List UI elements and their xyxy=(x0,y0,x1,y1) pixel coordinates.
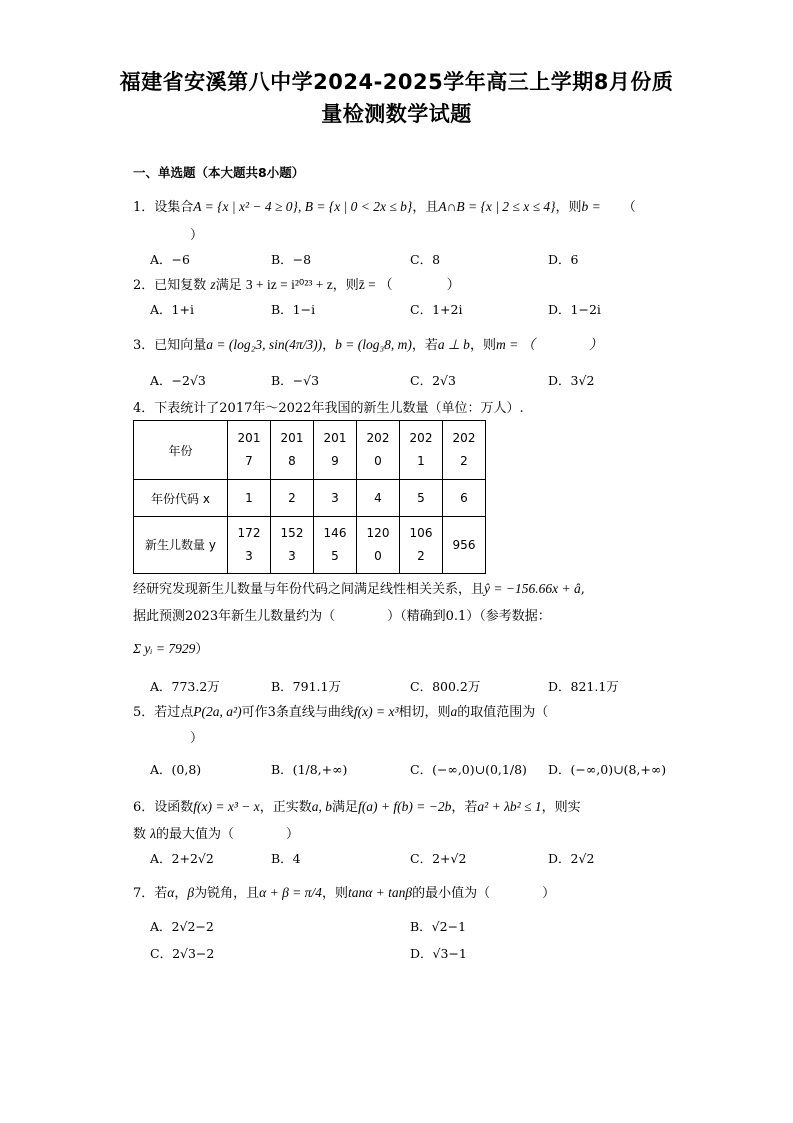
births-cell: 106 2 xyxy=(400,517,443,574)
q1-sets: A = {x | x² − 4 ≥ 0}, B = {x | 0 < 2x ≤ b} xyxy=(193,199,413,214)
q7-beta: β xyxy=(187,885,195,900)
q4-option-a: A．773.2万 xyxy=(150,679,220,694)
q5-text-c: 相切，则 xyxy=(398,705,451,720)
q5-text-d: 的取值范围为（ xyxy=(457,705,549,720)
q3-text: 3．已知向量 xyxy=(133,338,207,353)
q3-sep: ， xyxy=(322,338,336,353)
births-cell: 120 0 xyxy=(357,517,400,574)
q4-option-c: C．800.2万 xyxy=(410,679,481,694)
q6-text-c: 满足 xyxy=(332,800,359,815)
q7-option-c: C．2√3−2 xyxy=(150,946,215,961)
q7-option-a: A．2√2−2 xyxy=(150,919,214,934)
year-cell: 201 7 xyxy=(228,421,271,480)
q6-option-a: A．2+2√2 xyxy=(150,851,214,866)
q5-close: ） xyxy=(190,731,204,746)
q3-option-d: D．3√2 xyxy=(548,373,595,388)
question-1 xyxy=(133,196,636,215)
question-3 xyxy=(133,333,603,353)
q4-option-b: B．791.1万 xyxy=(271,679,341,694)
year-cell: 201 9 xyxy=(314,421,357,480)
q6-lambda: λ xyxy=(150,826,157,841)
q4-option-d: D．821.1万 xyxy=(548,679,619,694)
q1-paren-open: （ xyxy=(622,200,636,215)
q4-regression-line: 经研究发现新生儿数量与年份代码之间满足线性相关关系，且ŷ = −156.66x + â, xyxy=(133,581,585,597)
header-births: 新生儿数量 y xyxy=(134,517,228,574)
code-cell: 1 xyxy=(228,480,271,517)
code-cell: 4 xyxy=(357,480,400,517)
q2-option-c: C．1+2i xyxy=(410,302,463,317)
q6-equation: f(a) + f(b) = −2b xyxy=(358,799,452,814)
q7-text-c: ，则 xyxy=(321,886,348,901)
q5-point: P(2a, a²) xyxy=(193,704,242,719)
q5-option-c: C．(−∞,0)∪(0,1/8) xyxy=(410,762,527,777)
q4-sum: Σ yᵢ = 7929 xyxy=(133,641,196,656)
q5-option-d: D．(−∞,0)∪(8,+∞) xyxy=(548,762,667,777)
q6-text: 6．设函数 xyxy=(133,800,194,815)
q6-text-e: ，则实 xyxy=(541,800,581,815)
table-row-births xyxy=(134,517,486,574)
q7-alpha: α xyxy=(167,885,175,900)
q6-function: f(x) = x³ − x xyxy=(193,799,260,814)
q6-text-b: ，正实数 xyxy=(259,800,312,815)
code-cell: 3 xyxy=(314,480,357,517)
q1-ask: b = xyxy=(581,199,601,214)
births-cell: 956 xyxy=(443,517,486,574)
q1-text-c: ，则 xyxy=(555,200,582,215)
header-year: 年份 xyxy=(134,421,228,480)
q7-text-b: 为锐角，且 xyxy=(194,886,260,901)
births-cell: 172 3 xyxy=(228,517,271,574)
q3-text-c: ，则 xyxy=(469,338,496,353)
q7-sep: ， xyxy=(174,886,188,901)
q2-text: 2．已知复数 xyxy=(133,278,207,293)
question-7 xyxy=(133,882,555,901)
q1-condition: A∩B = {x | 2 ≤ x ≤ 4} xyxy=(438,199,556,214)
q7-condition: α + β = π/4 xyxy=(259,885,322,900)
q7-option-b: B．√2−1 xyxy=(410,919,467,934)
code-cell: 6 xyxy=(443,480,486,517)
q2-var: z xyxy=(210,277,216,292)
q2-option-b: B．1−i xyxy=(271,302,316,317)
q2-text-b: 满足 xyxy=(215,278,242,293)
header-year-code: 年份代码 x xyxy=(134,480,228,517)
q7-text: 7．若 xyxy=(133,886,168,901)
q7-text-d: 的最小值为（ ） xyxy=(412,886,556,901)
q5-text-b: 可作3条直线与曲线 xyxy=(241,705,354,720)
q6-vars: a, b xyxy=(311,799,333,814)
q1-option-d: D．6 xyxy=(548,252,579,267)
q4-text2: 经研究发现新生儿数量与年份代码之间满足线性相关关系，且 xyxy=(133,582,485,597)
q6-option-c: C．2+√2 xyxy=(410,851,467,866)
table-row-years xyxy=(134,421,486,480)
table-row-codes xyxy=(134,480,486,517)
year-cell: 202 0 xyxy=(357,421,400,480)
question-5 xyxy=(133,701,548,720)
q3-text-b: ，若 xyxy=(411,338,438,353)
q3-condition: a ⊥ b xyxy=(437,337,470,352)
q2-text-c: ，则 xyxy=(332,278,359,293)
section-header: 一、单选题（本大题共8小题） xyxy=(133,165,305,180)
q3-vector-b: b = (log₃8, m) xyxy=(335,337,412,352)
q3-ask: m = （ ） xyxy=(495,337,603,352)
q1-text-a: 1．设集合 xyxy=(133,200,194,215)
q3-vector-a: a = (log₂3, sin(4π/3)) xyxy=(206,337,323,352)
q4-ref-close: ） xyxy=(195,642,209,657)
q1-option-b: B．−8 xyxy=(271,252,312,267)
q5-text: 5．若过点 xyxy=(133,705,194,720)
births-table xyxy=(133,420,486,574)
q1-option-a: A．−6 xyxy=(150,252,190,267)
q1-option-c: C．8 xyxy=(410,252,441,267)
q5-option-a: A．(0,8) xyxy=(150,762,202,777)
q2-option-a: A．1+i xyxy=(150,302,194,317)
q3-option-c: C．2√3 xyxy=(410,373,456,388)
question-4: 4．下表统计了2017年～2022年我国的新生儿数量（单位：万人）. xyxy=(133,401,524,416)
q3-option-b: B．−√3 xyxy=(271,373,320,388)
q6-option-d: D．2√2 xyxy=(548,851,595,866)
q2-ask: z̄ = （ ） xyxy=(358,277,461,292)
q2-equation: 3 + iz = i²⁰²³ + z xyxy=(245,277,333,292)
q5-var: a xyxy=(450,704,458,719)
q6-line2-b: 的最大值为（ ） xyxy=(156,827,300,842)
year-cell: 202 1 xyxy=(400,421,443,480)
q4-reference xyxy=(133,638,208,657)
births-cell: 152 3 xyxy=(271,517,314,574)
q1-text-b: ，且 xyxy=(412,200,439,215)
exam-title-line1: 福建省安溪第八中学2024-2025学年高三上学期8月份质 xyxy=(119,70,674,94)
year-cell: 201 8 xyxy=(271,421,314,480)
exam-title-line2: 量检测数学试题 xyxy=(321,102,472,126)
q6-inequality: a² + λb² ≤ 1 xyxy=(477,799,542,814)
code-cell: 2 xyxy=(271,480,314,517)
question-6 xyxy=(133,796,581,815)
q6-option-b: B．4 xyxy=(271,851,301,866)
q7-option-d: D．√3−1 xyxy=(410,946,467,961)
q4-regression: ŷ = −156.66x + â xyxy=(484,581,581,596)
q4-predict-line: 据此预测2023年新生儿数量约为（ ）（精确到0.1）（参考数据： xyxy=(133,609,551,624)
q5-curve: f(x) = x³ xyxy=(353,704,399,719)
q6-text-d: ，若 xyxy=(451,800,478,815)
q2-option-d: D．1−2i xyxy=(548,302,601,317)
q5-option-b: B．(1/8,+∞) xyxy=(271,762,348,777)
q6-line2-a: 数 xyxy=(133,827,147,842)
q6-line2 xyxy=(133,823,299,842)
code-cell: 5 xyxy=(400,480,443,517)
q3-option-a: A．−2√3 xyxy=(150,373,206,388)
question-2 xyxy=(133,273,460,293)
births-cell: 146 5 xyxy=(314,517,357,574)
year-cell: 202 2 xyxy=(443,421,486,480)
q7-expr: tanα + tanβ xyxy=(347,885,413,900)
q1-paren-close: ） xyxy=(190,228,204,243)
